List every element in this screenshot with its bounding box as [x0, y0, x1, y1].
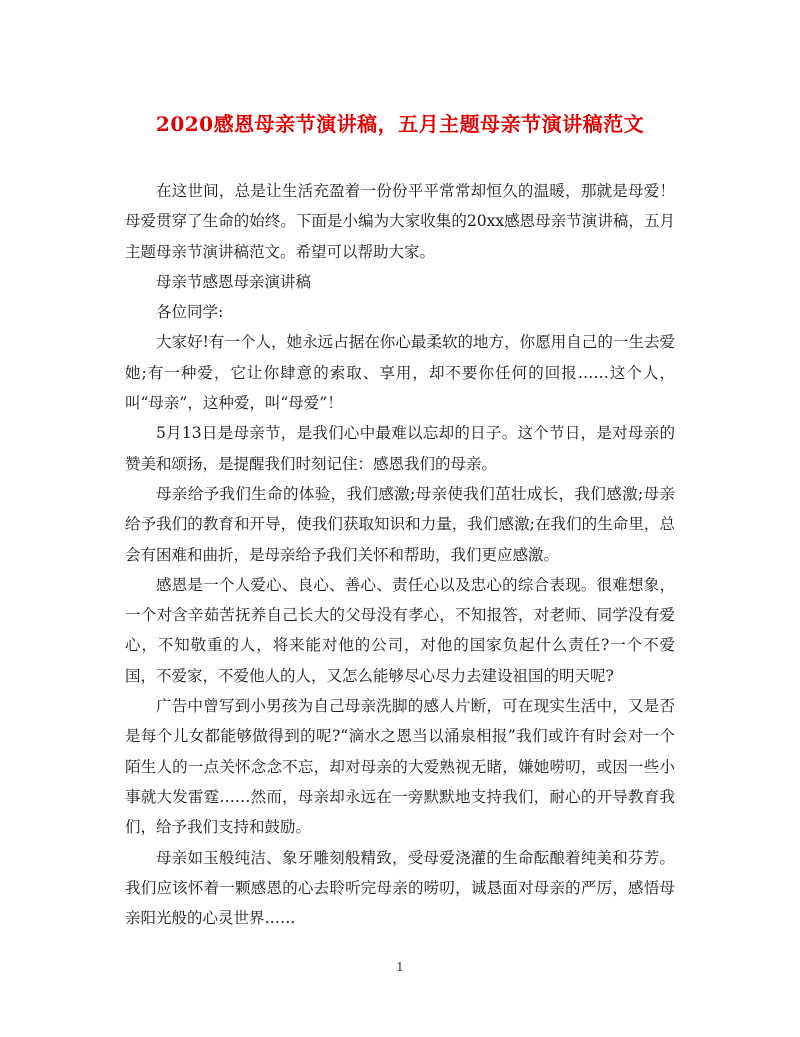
- paragraph-mothers-day: 5月13日是母亲节，是我们心中最难以忘却的日子。这个节日，是对母亲的赞美和颂扬，是提醒我们时刻记住：感恩我们的母亲。: [125, 424, 675, 473]
- paragraph-intro: 在这世间，总是让生活充盈着一份份平平常常却恒久的温暖，那就是母爱！母爱贯穿了生命的始终。下面是小编为大家收集的20xx感恩母亲节演讲稿，五月主题母亲节演讲稿范文。希望可以帮助大家。: [125, 182, 675, 261]
- document-title: 2020感恩母亲节演讲稿，五月主题母亲节演讲稿范文: [155, 112, 645, 136]
- paragraph-thankfulness: 感恩是一个人爱心、良心、善心、责任心以及忠心的综合表现。很难想象，一个对含辛茹苦抚养自己长大的父母没有孝心，不知报答，对老师、同学没有爱心，不知敬重的人，将来能对他的公司，对他的国家负起什么责任?一个不爱国，不爱家，不爱他人的人，又怎么能够尽心尽力去建设祖国的明天呢?: [125, 575, 675, 685]
- document-body: [125, 176, 675, 933]
- speech-heading: 母亲节感恩母亲演讲稿: [156, 272, 312, 291]
- paragraph-advertisement: 广告中曾写到小男孩为自己母亲洗脚的感人片断，可在现实生活中，又是否是每个儿女都能够做得到的呢?“滴水之恩当以涌泉相报”我们或许有时会对一个陌生人的一点关怀念念不忘，却对母亲的大爱熟视无睹，嫌她唠叨，或因一些小事就大发雷霆……然而，母亲却永远在一旁默默地支持我们，耐心的开导教育我们，给予我们支持和鼓励。: [125, 697, 675, 837]
- page-number: 1: [396, 960, 404, 974]
- paragraph-gratitude: 母亲给予我们生命的体验，我们感激;母亲使我们茁壮成长，我们感激;母亲给予我们的教育和开导，使我们获取知识和力量，我们感激;在我们的生命里，总会有困难和曲折，是母亲给予我们关怀和帮助，我们更应感激。: [125, 484, 675, 564]
- paragraph-conclusion: 母亲如玉般纯洁、象牙雕刻般精致，受母爱浇灌的生命酝酿着纯美和芬芳。我们应该怀着一颗感恩的心去聆听完母亲的唠叨，诚恳面对母亲的严厉，感悟母亲阳光般的心灵世界……: [125, 848, 675, 928]
- paragraph-greeting: 大家好!有一个人，她永远占据在你心最柔软的地方，你愿用自己的一生去爱她;有一种爱，它让你肆意的索取、享用，却不要你任何的回报……这个人，叫“母亲”，这种爱，叫“母爱”！: [125, 333, 675, 413]
- salutation: 各位同学:: [156, 303, 224, 322]
